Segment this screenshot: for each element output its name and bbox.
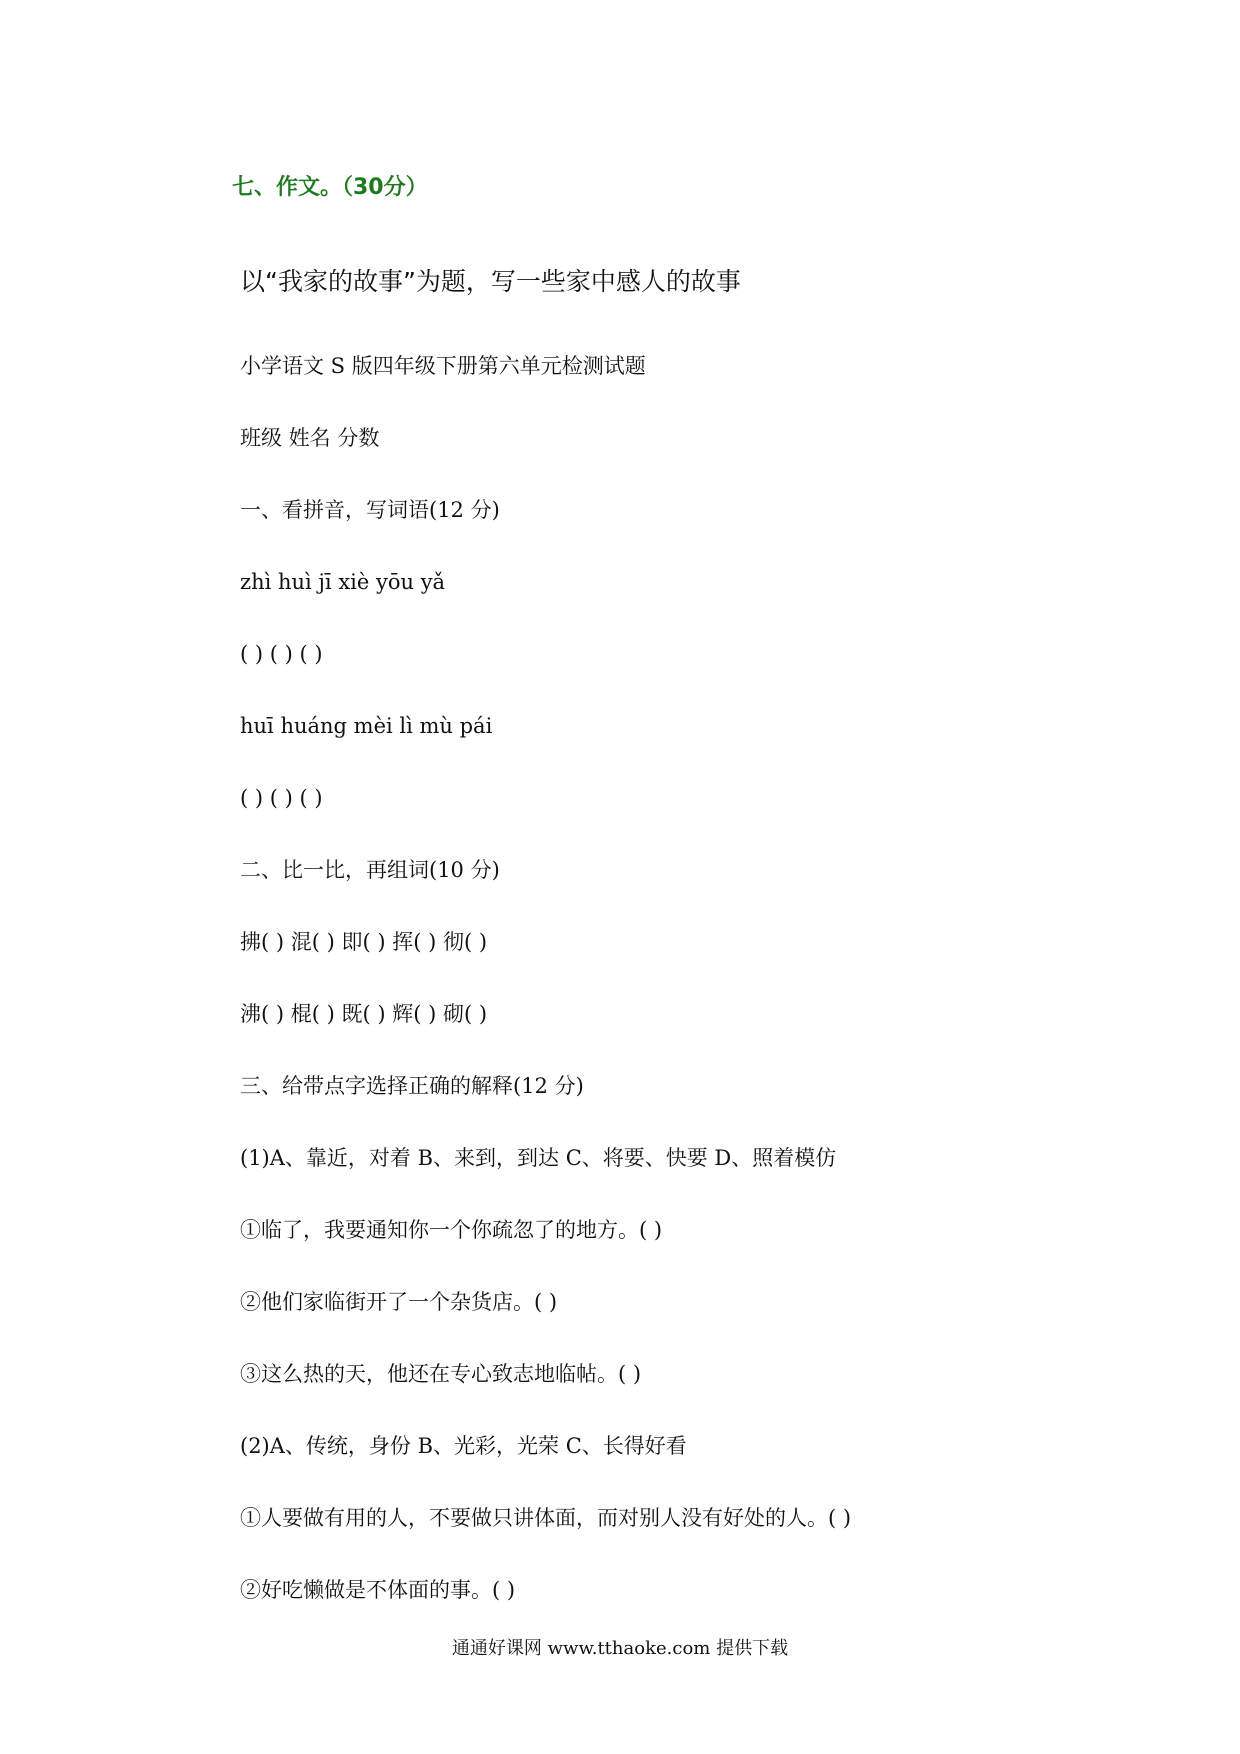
compare-row-2: 沸( ) 棍( ) 既( ) 辉( ) 砌( ) — [240, 1002, 488, 1026]
question-heading-3: 三、给带点字选择正确的解释(12 分) — [240, 1074, 584, 1098]
answer-blanks-2: ( ) ( ) ( ) — [240, 786, 323, 810]
definition-options-1: (1)A、靠近，对着 B、来到，到达 C、将要、快要 D、照着模仿 — [240, 1146, 837, 1170]
question-heading-2: 二、比一比，再组词(10 分) — [240, 858, 500, 882]
student-info-line: 班级 姓名 分数 — [240, 426, 380, 450]
pinyin-line-2: huī huáng mèi lì mù pái — [240, 714, 493, 738]
sentence-item: ③这么热的天，他还在专心致志地临帖。( ) — [240, 1362, 642, 1386]
exam-title: 小学语文 S 版四年级下册第六单元检测试题 — [240, 354, 646, 378]
definition-options-2: (2)A、传统，身份 B、光彩，光荣 C、长得好看 — [240, 1434, 687, 1458]
page-footer: 通通好课网 www.tthaoke.com 提供下载 — [451, 1638, 789, 1659]
section-title: 七、作文。（30分） — [232, 175, 428, 200]
essay-prompt: 以“我家的故事”为题，写一些家中感人的故事 — [240, 267, 741, 296]
sentence-item: ②他们家临街开了一个杂货店。( ) — [240, 1290, 558, 1314]
compare-row-1: 拂( ) 混( ) 即( ) 挥( ) 彻( ) — [240, 930, 488, 954]
pinyin-line-1: zhì huì jī xiè yōu yǎ — [240, 570, 446, 594]
sentence-item: ②好吃懒做是不体面的事。( ) — [240, 1578, 516, 1602]
question-heading-1: 一、看拼音，写词语(12 分) — [240, 498, 500, 522]
answer-blanks-1: ( ) ( ) ( ) — [240, 642, 323, 666]
sentence-item: ①人要做有用的人，不要做只讲体面，而对别人没有好处的人。( ) — [240, 1506, 852, 1530]
sentence-item: ①临了，我要通知你一个你疏忽了的地方。( ) — [240, 1218, 663, 1242]
